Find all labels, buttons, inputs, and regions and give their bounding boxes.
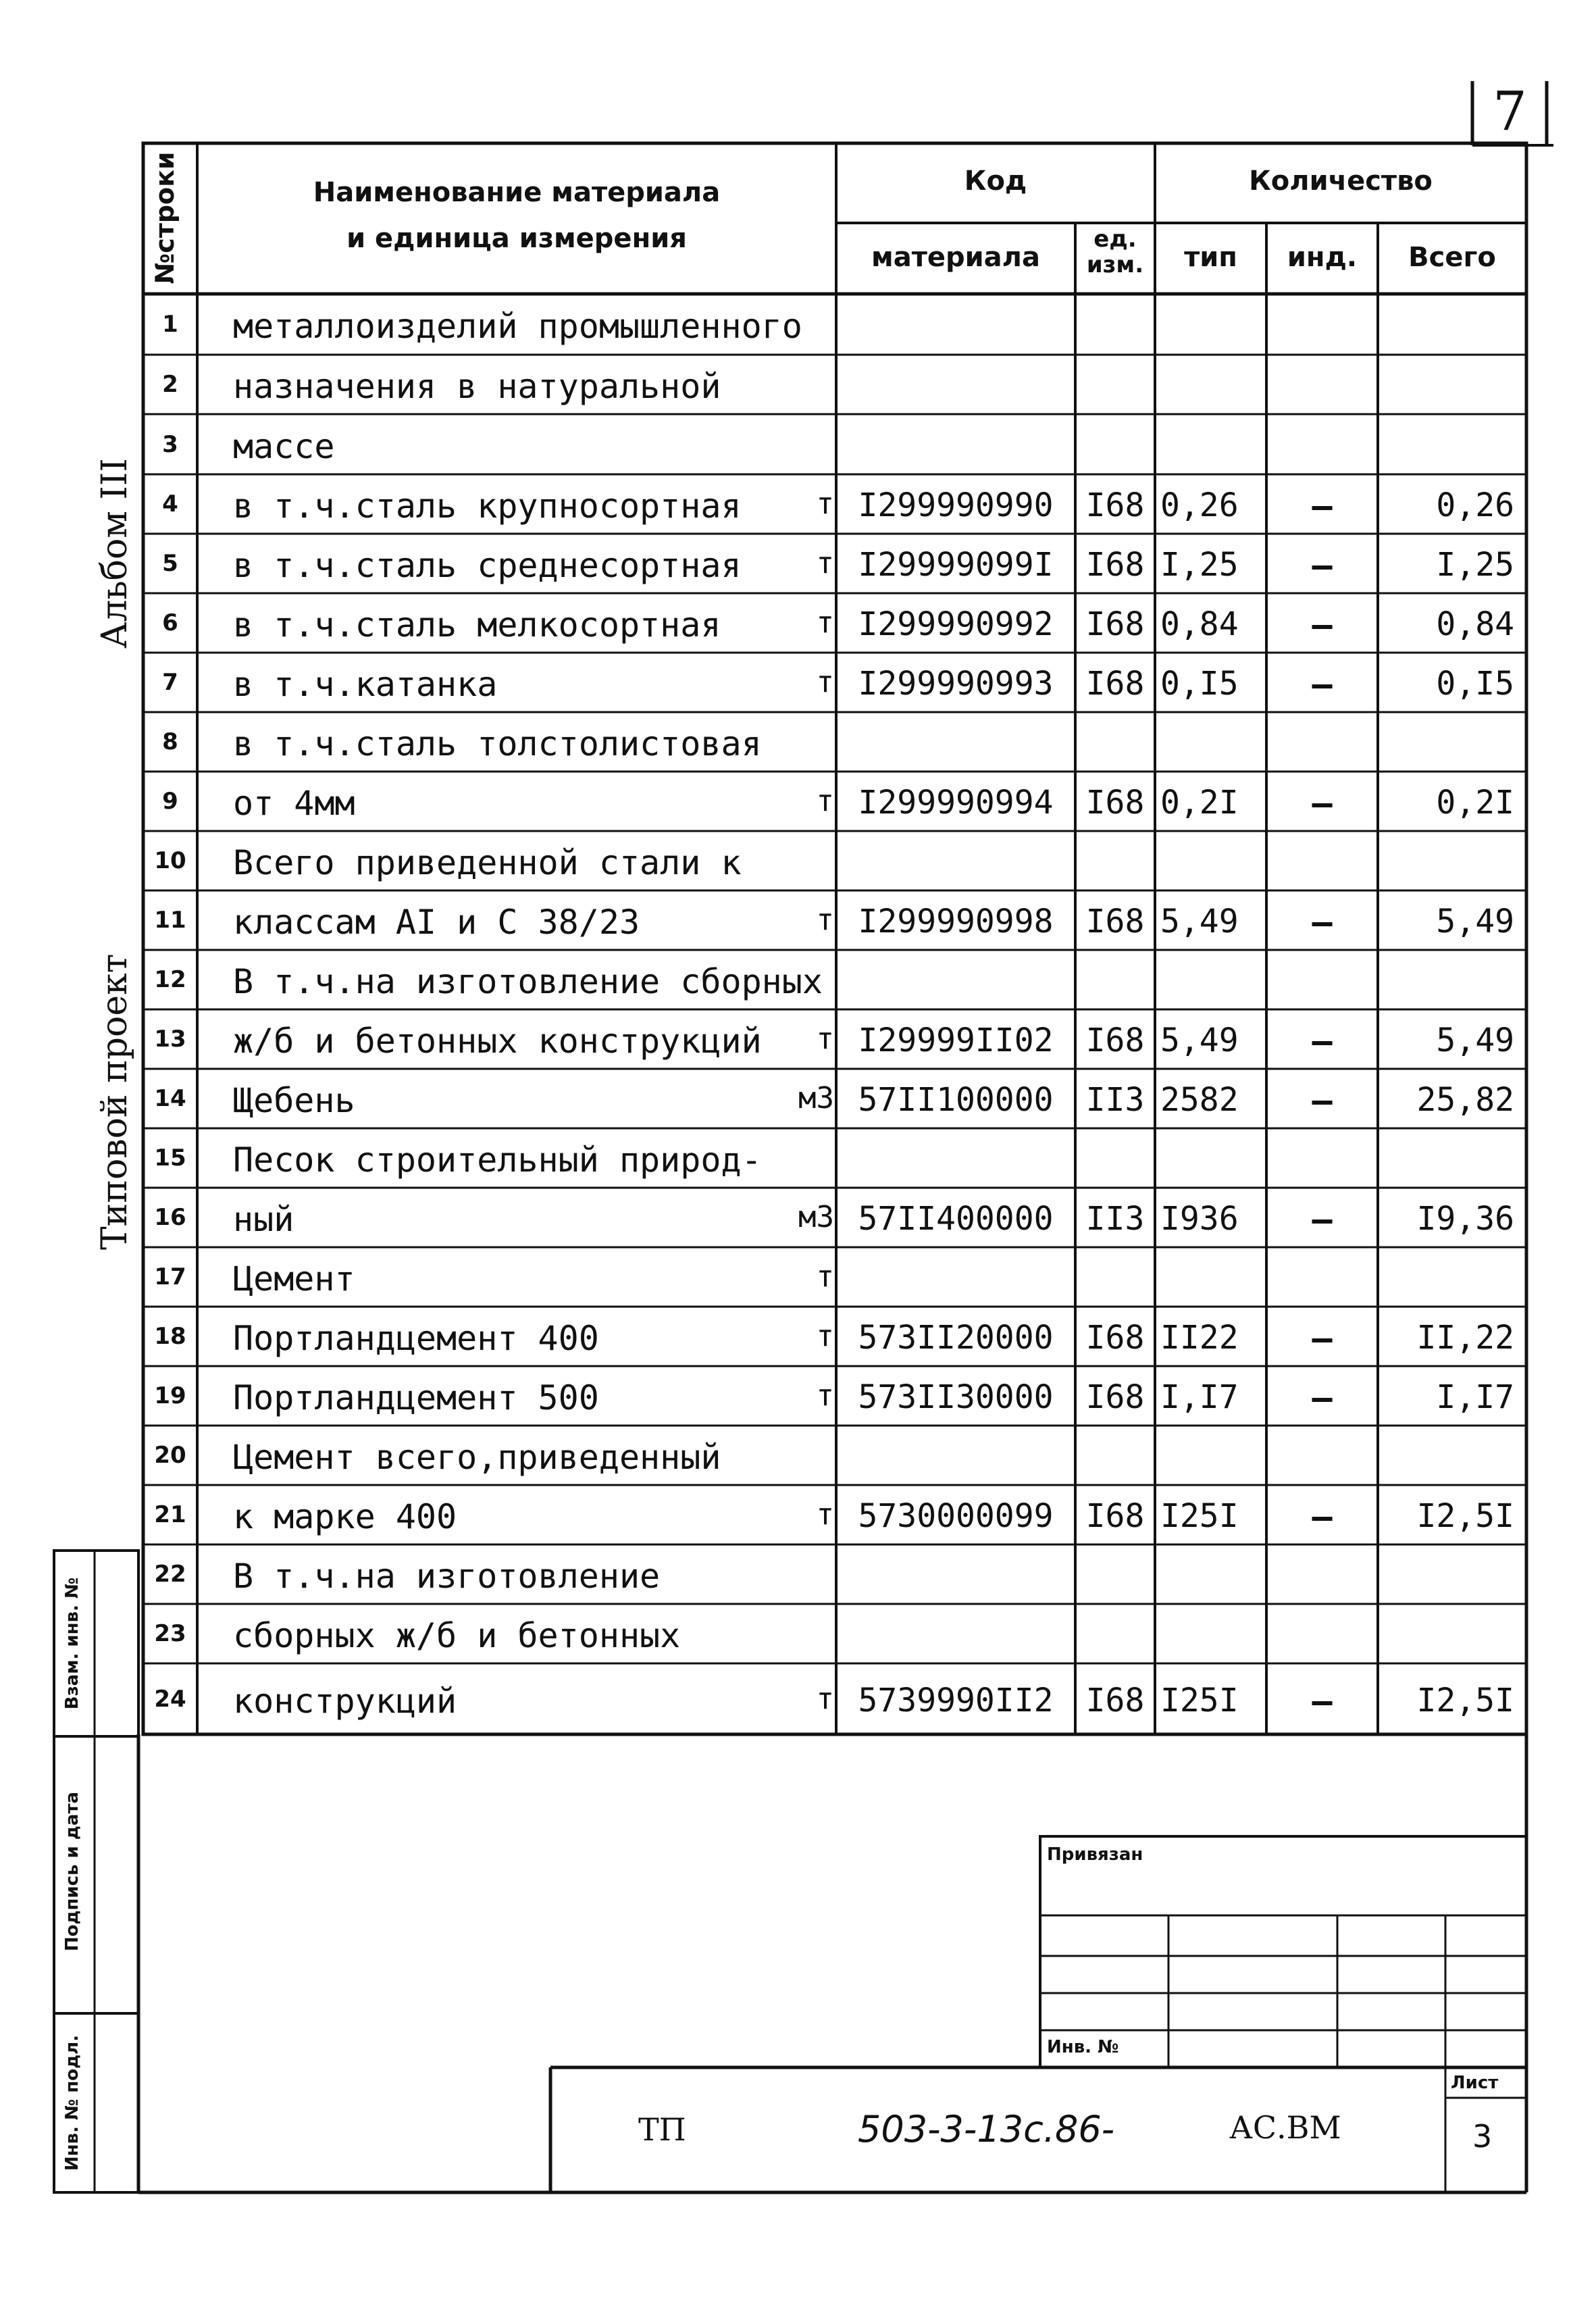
row-type-qty: 2582 [1160,1081,1239,1119]
row-unit-symbol: т [816,665,834,699]
row-number: 5 [162,550,178,577]
stamp-inv-label: Инв. № подл. [62,2034,82,2171]
row-type-qty: 5,49 [1160,1022,1239,1059]
header-unit-line2: изм. [1086,251,1144,278]
row-name: конструкций [233,1681,457,1721]
row-unit-code: I68 [1085,605,1145,643]
header-code: Код [964,166,1027,197]
row-material-code: I299990990 [858,486,1054,524]
row-type-qty: I,25 [1160,546,1239,584]
row-material-code: 573II30000 [858,1378,1054,1416]
row-name: Щебень [233,1081,355,1120]
title-tp: ТП [638,2111,686,2148]
row-number: 3 [162,430,178,458]
row-unit-symbol: т [816,1378,834,1413]
row-unit-symbol: м3 [798,1081,834,1115]
row-ind-qty: – [1312,665,1333,704]
row-unit-code: I68 [1085,903,1145,940]
row-total-qty: 5,49 [1436,1022,1514,1059]
row-type-qty: 0,84 [1160,605,1239,643]
row-name: В т.ч.на изготовление [233,1557,661,1596]
header-total: Всего [1408,242,1496,273]
row-number: 6 [162,609,178,636]
header-material: материала [871,242,1040,273]
row-total-qty: I,25 [1436,546,1514,584]
row-ind-qty: – [1312,1681,1333,1721]
row-material-code: I299990998 [858,903,1054,940]
row-number: 9 [162,788,178,815]
row-number: 12 [154,966,186,993]
row-number: 4 [162,491,178,518]
row-unit-symbol: т [816,605,834,640]
header-individual: инд. [1287,242,1358,273]
row-number: 15 [154,1145,186,1172]
row-material-code: I299990992 [858,605,1054,643]
row-type-qty: 5,49 [1160,903,1239,940]
row-unit-symbol: т [816,1497,834,1532]
row-unit-code: I68 [1085,1681,1145,1719]
row-number: 1 [162,311,178,338]
header-unit [1075,226,1155,278]
header-name-line1: Наименование материала [313,177,721,208]
row-name: Песок строительный природ- [233,1140,762,1180]
row-unit-symbol: т [816,1022,834,1056]
row-ind-qty: – [1312,605,1333,645]
row-type-qty: II22 [1160,1319,1239,1357]
row-material-code: 5730000099 [858,1497,1054,1535]
row-number: 20 [154,1442,186,1469]
row-number: 21 [154,1501,186,1528]
row-unit-symbol: т [816,1319,834,1353]
row-total-qty: I9,36 [1416,1200,1514,1238]
title-doc-code: 503-3-13с.86- [858,2108,1115,2150]
stamp-sign-label: Подпись и дата [62,1791,82,1952]
row-total-qty: I,I7 [1436,1378,1514,1416]
row-number: 17 [154,1263,186,1290]
row-type-qty: 0,26 [1160,486,1239,524]
row-unit-code: I68 [1085,1497,1145,1535]
row-unit-code: I68 [1085,1319,1145,1357]
row-type-qty: I,I7 [1160,1378,1239,1416]
row-name: в т.ч.сталь мелкосортная [233,605,721,645]
row-unit-symbol: т [816,1259,834,1294]
header-type: тип [1184,242,1237,273]
header-unit-line1: ед. [1093,226,1137,253]
row-type-qty: I936 [1160,1200,1239,1238]
header-quantity: Количество [1249,166,1433,197]
row-name: Портландцемент 500 [233,1378,599,1417]
row-total-qty: II,22 [1416,1319,1514,1357]
row-unit-symbol: т [816,1681,834,1716]
row-name: классам AI и С 38/23 [233,903,640,942]
row-name: назначения в натуральной [233,367,721,406]
row-unit-code: I68 [1085,784,1145,822]
row-name: в т.ч.катанка [233,665,498,704]
row-type-qty: 0,I5 [1160,665,1239,703]
title-sheet-number: 3 [1472,2118,1493,2155]
row-unit-symbol: т [816,784,834,818]
row-name: Цемент всего,приведенный [233,1438,721,1477]
row-name: к марке 400 [233,1497,457,1536]
row-total-qty: I2,5I [1416,1681,1514,1719]
row-material-code: I29999II02 [858,1022,1054,1059]
row-total-qty: I2,5I [1416,1497,1514,1535]
row-number: 19 [154,1382,186,1409]
row-name: в т.ч.сталь среднесортная [233,546,742,585]
row-ind-qty: – [1312,1319,1333,1358]
row-ind-qty: – [1312,1022,1333,1061]
row-number: 16 [154,1204,186,1231]
row-material-code: 5739990II2 [858,1681,1054,1719]
row-ind-qty: – [1312,1497,1333,1536]
row-number: 23 [154,1620,186,1647]
row-ind-qty: – [1312,486,1333,526]
row-ind-qty: – [1312,784,1333,823]
row-name: ный [233,1200,294,1239]
row-name: Портландцемент 400 [233,1319,599,1358]
row-ind-qty: – [1312,1081,1333,1120]
row-number: 14 [154,1085,186,1112]
row-unit-code: I68 [1085,486,1145,524]
row-total-qty: 0,84 [1436,605,1514,643]
stamp-vzam-label: Взам. инв. № [62,1577,82,1710]
row-total-qty: 0,I5 [1436,665,1514,703]
row-number: 24 [154,1685,186,1713]
row-total-qty: 0,26 [1436,486,1514,524]
row-name: в т.ч.сталь толстолистовая [233,724,762,763]
page-number: 7 [1493,80,1527,143]
row-material-code: 573II20000 [858,1319,1054,1357]
row-name: Всего приведенной стали к [233,843,742,882]
row-material-code: I29999099I [858,546,1054,584]
row-unit-symbol: т [816,546,834,580]
row-unit-code: I68 [1085,1378,1145,1416]
row-material-code: 57II400000 [858,1200,1054,1238]
row-unit-symbol: м3 [798,1200,834,1234]
row-unit-code: I68 [1085,1022,1145,1059]
row-unit-code: II3 [1085,1081,1145,1119]
row-number: 2 [162,371,178,398]
row-ind-qty: – [1312,1200,1333,1239]
title-sheet-label: Лист [1451,2073,1499,2093]
row-total-qty: 0,2I [1436,784,1514,822]
row-name: в т.ч.сталь крупносортная [233,486,742,526]
row-material-code: I299990994 [858,784,1054,822]
row-name: Цемент [233,1259,355,1299]
row-type-qty: I25I [1160,1681,1239,1719]
row-unit-code: I68 [1085,665,1145,703]
row-name: сборных ж/б и бетонных [233,1616,681,1655]
row-number: 18 [154,1323,186,1350]
row-ind-qty: – [1312,1378,1333,1417]
row-total-qty: 25,82 [1416,1081,1514,1119]
row-unit-code: II3 [1085,1200,1145,1238]
row-name: от 4мм [233,784,355,823]
row-name: В т.ч.на изготовление сборных [233,962,823,1001]
header-row-number: №строки [150,151,180,284]
row-unit-symbol: т [816,486,834,521]
row-material-code: 57II100000 [858,1081,1054,1119]
row-total-qty: 5,49 [1436,903,1514,940]
row-number: 11 [154,907,186,934]
row-ind-qty: – [1312,546,1333,585]
side-project-label: Типовой проект [95,953,135,1250]
title-inv-label: Инв. № [1047,2037,1119,2057]
row-name: металлоизделий промышленного [233,307,802,346]
row-material-code: I299990993 [858,665,1054,703]
title-doc-suffix: АС.ВМ [1229,2109,1341,2146]
row-name: ж/б и бетонных конструкций [233,1022,762,1061]
row-unit-code: I68 [1085,546,1145,584]
row-number: 7 [162,669,178,696]
row-unit-symbol: т [816,903,834,937]
row-type-qty: 0,2I [1160,784,1239,822]
row-number: 13 [154,1026,186,1053]
row-ind-qty: – [1312,903,1333,942]
header-name-line2: и единица измерения [346,223,687,254]
side-album-label: Альбом III [95,458,135,649]
row-number: 22 [154,1561,186,1588]
row-type-qty: I25I [1160,1497,1239,1535]
row-number: 8 [162,728,178,755]
row-number: 10 [154,847,186,874]
title-bound-label: Привязан [1047,1844,1143,1865]
row-name: массе [233,426,335,466]
